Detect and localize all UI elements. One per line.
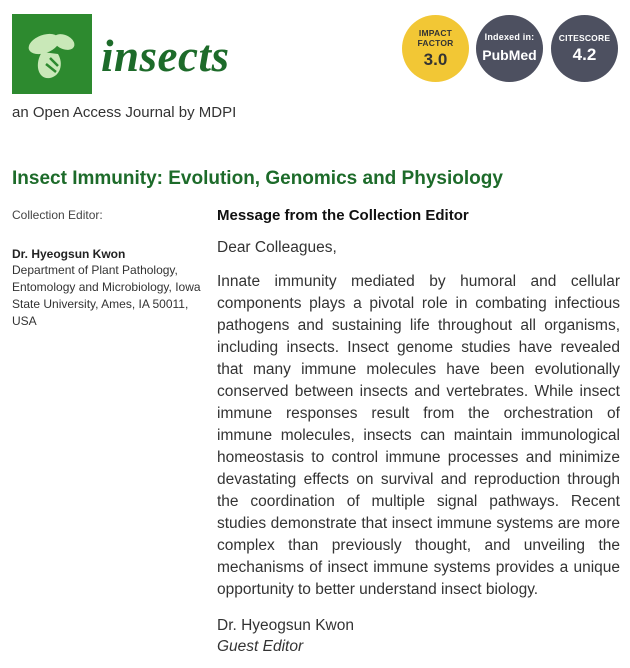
signature-role: Guest Editor — [217, 638, 304, 655]
citescore-badge — [551, 15, 618, 82]
journal-tagline: an Open Access Journal by MDPI — [12, 104, 237, 121]
signature-name: Dr. Hyeogsun Kwon — [217, 617, 354, 634]
journal-logo — [12, 14, 92, 94]
badge-label: CITESCORE — [558, 32, 611, 43]
editor-info — [12, 208, 202, 330]
badge-label: IMPACT FACTOR — [417, 27, 454, 48]
message-heading: Message from the Collection Editor — [217, 207, 469, 224]
badge-label: Indexed in: — [484, 32, 535, 42]
pubmed-badge — [476, 15, 543, 82]
insect-logo-icon — [12, 14, 92, 94]
editor-label: Collection Editor: — [12, 208, 103, 222]
message-body: Innate immunity mediated by humoral and cellular components plays a pivotal role in combating infectious pathogens and sustaining life throughout all organisms, including insects. Insect genome studies have revealed that many immune molecules have been evolutionally conserved between insects and vertebrates. While insect immune responses result from the orchestration of immune molecules, insects can maintain immunological homeostasis to control immune processes and minimize devastating effects on survival and reproduction through the coordination of multiple signal pathways. Recent studies demonstrate that insect immune systems are more complex than previously thought, and unveiling the mechanisms of insect immune systems provides a unique opportunity to better understand insect biology. — [217, 273, 620, 598]
impact-factor-badge — [402, 15, 469, 82]
badge-value: PubMed — [482, 47, 537, 63]
journal-name: insects — [101, 31, 230, 81]
message-section — [217, 207, 620, 657]
collection-title: Insect Immunity: Evolution, Genomics and Physiology — [12, 168, 503, 189]
message-salutation: Dear Colleagues, — [217, 239, 337, 256]
editor-affiliation: Department of Plant Pathology, Entomology and Microbiology, Iowa State University, Ames, IA 50011, USA — [12, 263, 201, 328]
badge-value: 3.0 — [423, 49, 448, 69]
editor-name: Dr. Hyeogsun Kwon — [12, 247, 126, 261]
badge-value: 4.2 — [572, 44, 597, 64]
